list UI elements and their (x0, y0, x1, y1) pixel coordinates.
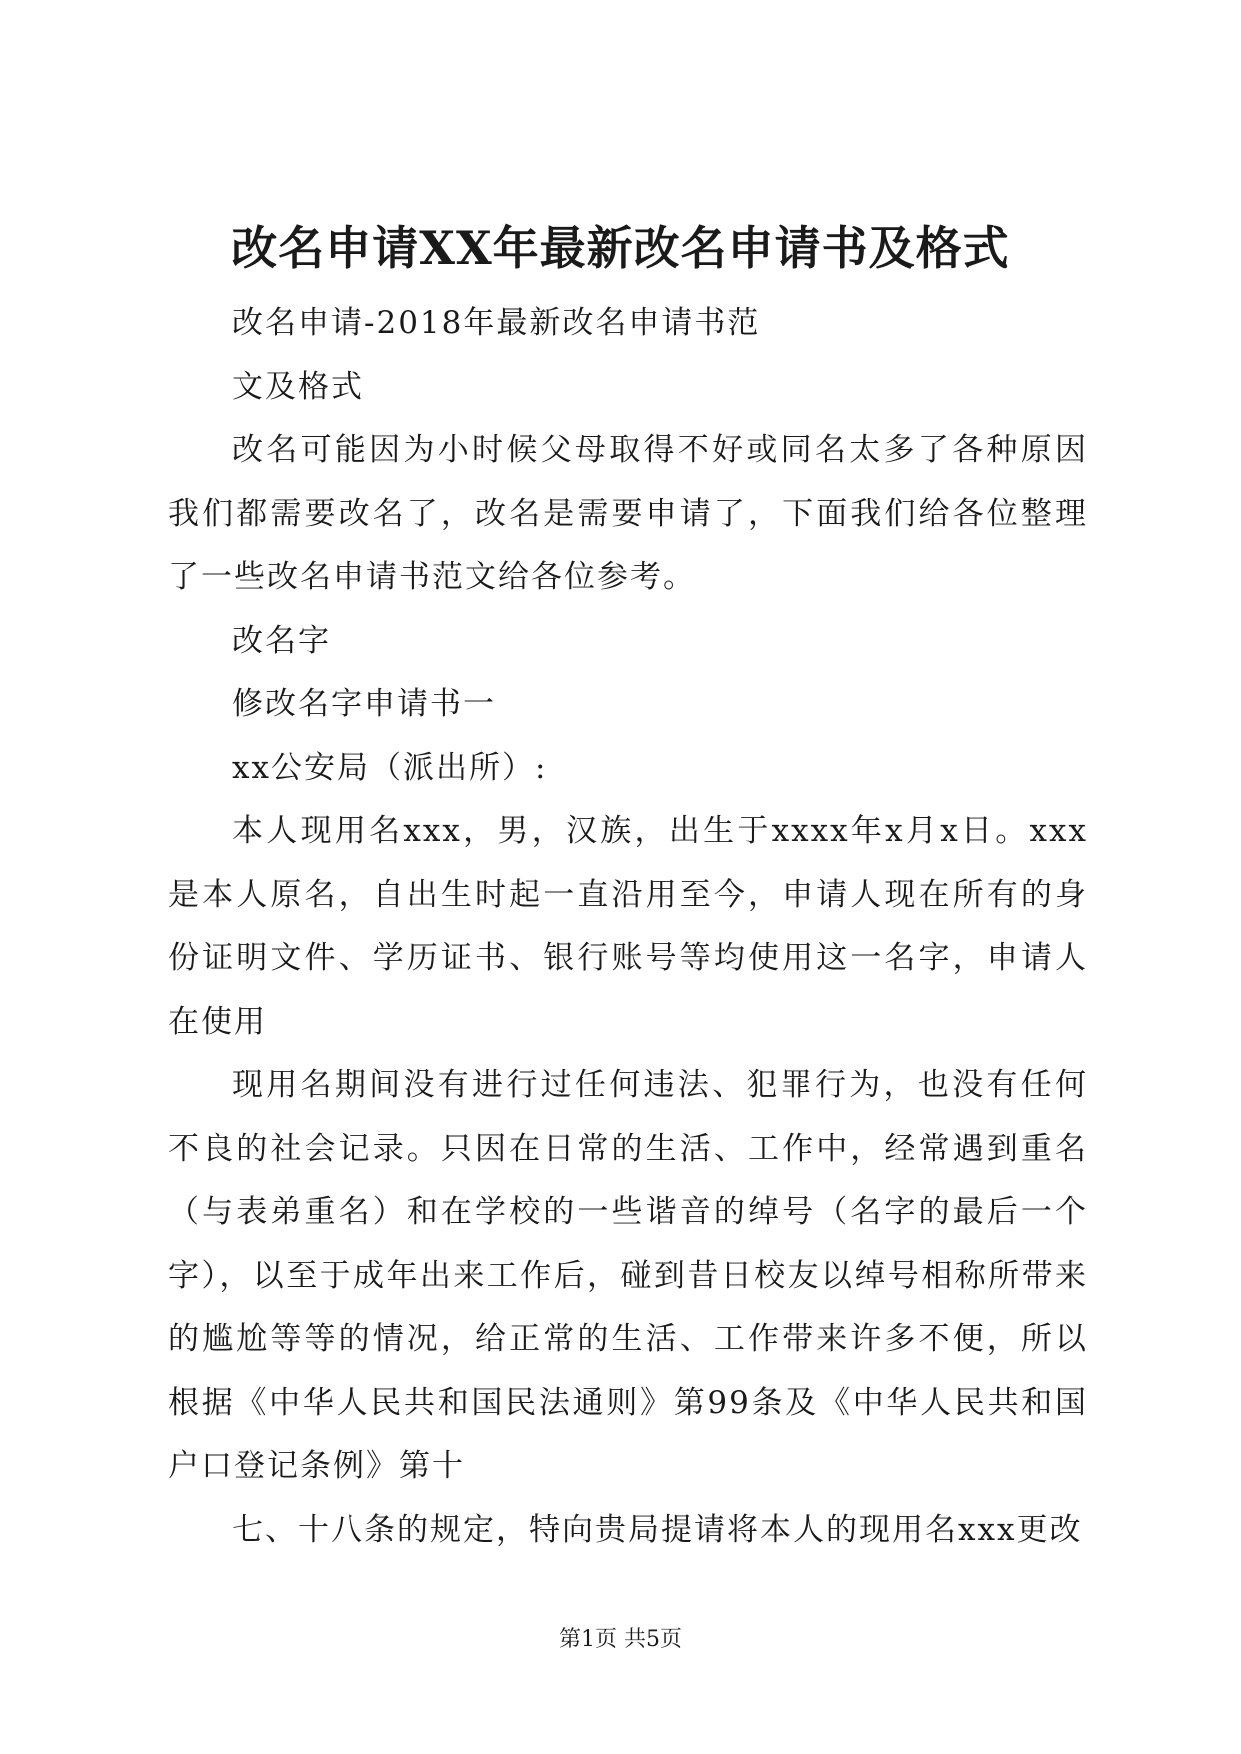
paragraph-applicant-info: 本人现用名xxx，男，汉族，出生于xxxx年x月x日。xxx是本人原名，自出生时起一直沿用至今，申请人现在所有的身份证明文件、学历证书、银行账号等均使用这一名字，申请人在使用 (168, 813, 1088, 1040)
document-body (168, 292, 1088, 1562)
document-title: 改名申请XX年最新改名申请书及格式 (231, 221, 1010, 275)
paragraph-subtitle-line-1: 改名申请-2018年最新改名申请书范 (232, 305, 761, 341)
paragraph-reason: 现用名期间没有进行过任何违法、犯罪行为，也没有任何不良的社会记录。只因在日常的生活、工作中，经常遇到重名（与表弟重名）和在学校的一些谐音的绰号（名字的最后一个字），以至于成年出来工作后，碰到昔日校友以绰号相称所带来的尴尬等等的情况，给正常的生活、工作带来许多不便，所以根据《中华人民共和国民法通则》第99条及《中华人民共和国户口登记条例》第十 (168, 1067, 1088, 1484)
page-footer: 第1页 共5页 (559, 1627, 682, 1652)
paragraph-heading-rename: 改名字 (232, 622, 331, 659)
paragraph-heading-application-one: 修改名字申请书一 (232, 686, 496, 722)
paragraph-subtitle-line-2: 文及格式 (232, 368, 364, 405)
paragraph-request: 七、十八条的规定，特向贵局提请将本人的现用名xxx更改 (232, 1511, 1083, 1548)
paragraph-addressee: xx公安局（派出所）: (232, 749, 548, 786)
paragraph-intro: 改名可能因为小时候父母取得不好或同名太多了各种原因我们都需要改名了，改名是需要申请了，下面我们给各位整理了一些改名申请书范文给各位参考。 (168, 432, 1088, 595)
